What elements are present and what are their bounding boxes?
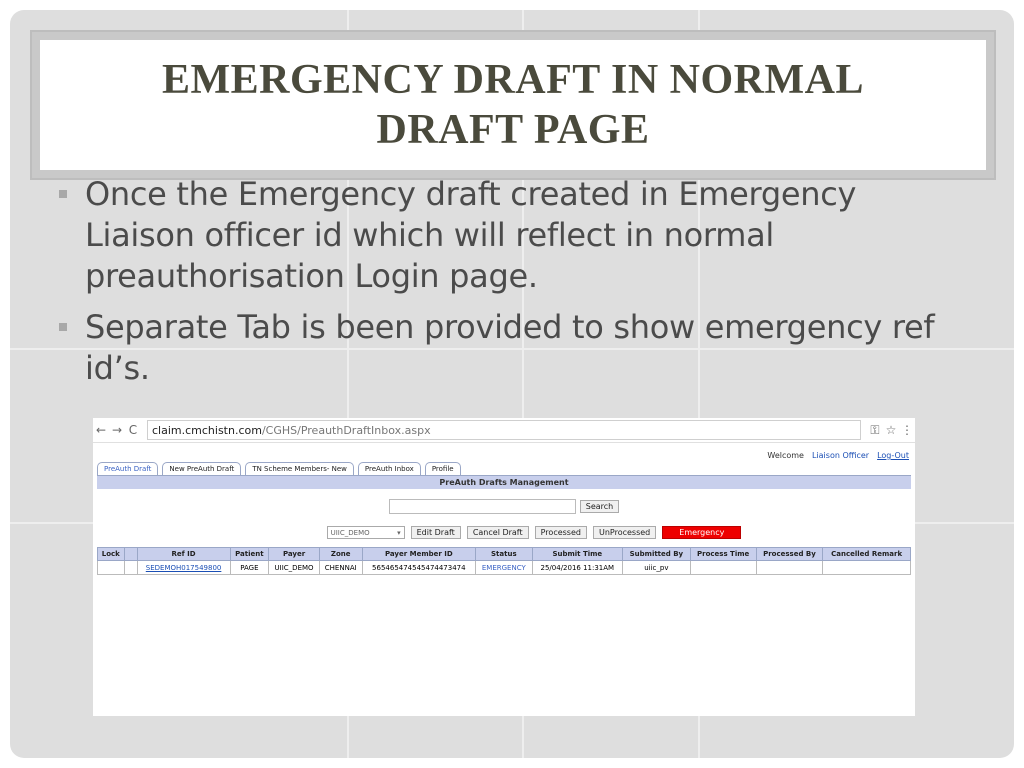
table-cell: PAGE xyxy=(230,561,269,575)
status-cell: EMERGENCY xyxy=(476,561,532,575)
table-cell: UIIC_DEMO xyxy=(269,561,320,575)
bullet-marker-icon xyxy=(59,323,67,331)
column-header[interactable]: Payer Member ID xyxy=(362,548,476,561)
column-header[interactable]: Status xyxy=(476,548,532,561)
column-header[interactable]: Patient xyxy=(230,548,269,561)
search-row xyxy=(93,499,915,514)
menu-icon[interactable]: ⋮ xyxy=(901,423,913,437)
table-cell xyxy=(823,561,911,575)
bullet-text: Separate Tab is been provided to show emergency ref id’s. xyxy=(85,308,935,387)
column-header[interactable]: Submitted By xyxy=(623,548,690,561)
column-header xyxy=(124,548,137,561)
action-row xyxy=(153,526,915,539)
edit-draft-button[interactable]: Edit Draft xyxy=(411,526,461,539)
address-bar[interactable] xyxy=(147,420,861,440)
tab-preauth-draft[interactable]: PreAuth Draft xyxy=(97,462,158,475)
table-cell xyxy=(124,561,137,575)
chevron-down-icon: ▾ xyxy=(397,528,401,537)
search-button[interactable]: Search xyxy=(580,500,619,513)
tab-profile[interactable]: Profile xyxy=(425,462,461,475)
title-line-2: DRAFT PAGE xyxy=(376,107,650,153)
drafts-table xyxy=(97,547,911,575)
title-line-1: EMERGENCY DRAFT IN NORMAL xyxy=(161,57,864,103)
embedded-screenshot xyxy=(93,418,915,716)
slide-title xyxy=(162,55,864,155)
url-host: claim.cmchistn.com xyxy=(152,423,262,437)
table-cell: 565465474545474473474 xyxy=(362,561,476,575)
search-input[interactable] xyxy=(389,499,576,514)
forward-icon[interactable]: → xyxy=(111,423,123,437)
column-header[interactable]: Cancelled Remark xyxy=(823,548,911,561)
ref-id-link[interactable]: SEDEMOH017549800 xyxy=(137,561,230,575)
url-path: /CGHS/PreauthDraftInbox.aspx xyxy=(261,423,431,437)
bullet-item xyxy=(55,174,955,297)
column-header[interactable]: Lock xyxy=(98,548,125,561)
slide xyxy=(10,10,1014,758)
lock-cell[interactable] xyxy=(98,561,125,575)
title-frame xyxy=(30,30,996,180)
column-header[interactable]: Zone xyxy=(319,548,362,561)
payer-select-value: UIIC_DEMO xyxy=(330,528,370,537)
processed-button[interactable]: Processed xyxy=(535,526,587,539)
reload-icon[interactable]: C xyxy=(128,423,138,437)
table-cell xyxy=(690,561,756,575)
welcome-bar xyxy=(93,443,915,460)
tab-tn-scheme-members[interactable]: TN Scheme Members- New xyxy=(245,462,354,475)
bullet-item xyxy=(55,307,955,389)
table-row[interactable] xyxy=(98,561,911,575)
cancel-draft-button[interactable]: Cancel Draft xyxy=(467,526,529,539)
table-cell: uiic_pv xyxy=(623,561,690,575)
unprocessed-button[interactable]: UnProcessed xyxy=(593,526,656,539)
bullet-marker-icon xyxy=(59,190,67,198)
column-header[interactable]: Process Time xyxy=(690,548,756,561)
welcome-label: Welcome xyxy=(767,451,804,460)
payer-select[interactable] xyxy=(327,526,405,539)
column-header[interactable]: Submit Time xyxy=(532,548,623,561)
tab-bar xyxy=(93,462,915,475)
back-icon[interactable]: ← xyxy=(95,423,107,437)
browser-toolbar xyxy=(93,418,915,443)
tab-preauth-inbox[interactable]: PreAuth Inbox xyxy=(358,462,421,475)
bullet-list xyxy=(55,174,955,399)
table-cell: CHENNAI xyxy=(319,561,362,575)
title-box xyxy=(40,40,986,170)
emergency-button[interactable]: Emergency xyxy=(662,526,741,539)
star-icon[interactable]: ☆ xyxy=(885,423,897,437)
table-header-row xyxy=(98,548,911,561)
column-header[interactable]: Ref ID xyxy=(137,548,230,561)
column-header[interactable]: Processed By xyxy=(756,548,823,561)
bullet-text: Once the Emergency draft created in Emergency Liaison officer id which will reflect in normal preauthorisation Login page. xyxy=(85,175,857,295)
key-icon[interactable]: ⚿ xyxy=(870,422,880,437)
table-cell: 25/04/2016 11:31AM xyxy=(532,561,623,575)
tab-new-preauth-draft[interactable]: New PreAuth Draft xyxy=(162,462,241,475)
column-header[interactable]: Payer xyxy=(269,548,320,561)
table-cell xyxy=(756,561,823,575)
section-heading: PreAuth Drafts Management xyxy=(97,475,911,489)
user-name: Liaison Officer xyxy=(811,451,870,460)
logout-link[interactable]: Log-Out xyxy=(877,451,909,460)
